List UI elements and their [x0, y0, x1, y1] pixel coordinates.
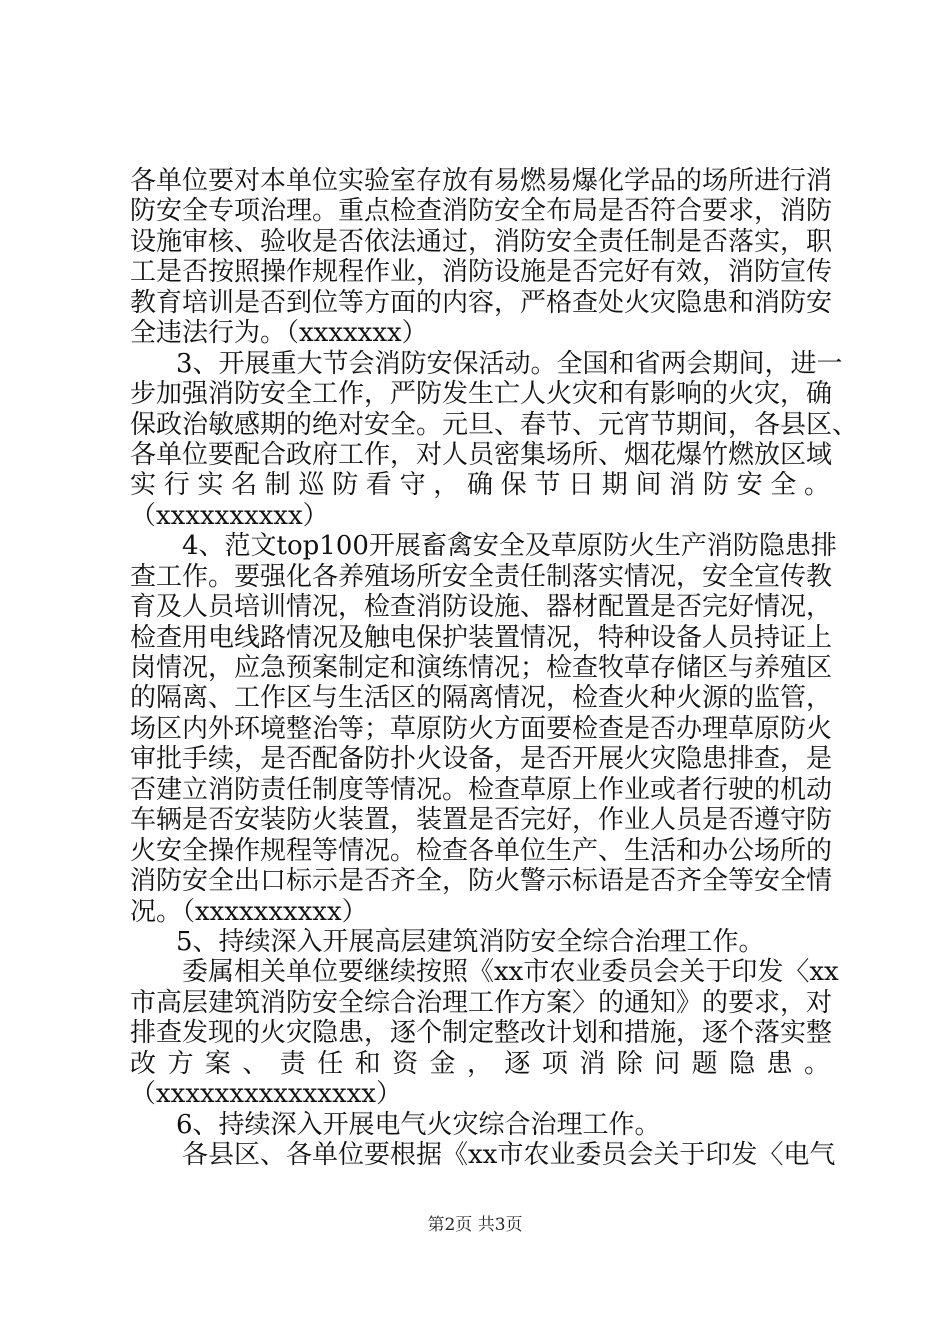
- item-5-heading-line: 5、持续深入开展高层建筑消防安全综合治理工作。: [176, 927, 765, 957]
- body-text-line: （xxxxxxxxxx）: [130, 501, 329, 531]
- body-text-line: 工是否按照操作规程作业，消防设施是否完好有效，消防宣传: [130, 257, 833, 287]
- body-text-line: 况。（xxxxxxxxxx）: [130, 897, 368, 927]
- body-text-line: 查工作。要强化各养殖场所安全责任制落实情况，安全宣传教: [130, 562, 833, 592]
- body-text-line: 各单位要对本单位实验室存放有易燃易爆化学品的场所进行消: [130, 166, 833, 196]
- body-text-line: 火安全操作规程等情况。检查各单位生产、生活和办公场所的: [130, 836, 833, 866]
- body-text-line: 市高层建筑消防安全综合治理工作方案〉的通知》的要求，对: [130, 988, 833, 1018]
- body-text-line: 审批手续，是否配备防扑火设备，是否开展火灾隐患排查，是: [130, 744, 833, 774]
- body-text-line: 检查用电线路情况及触电保护装置情况，特种设备人员持证上: [130, 623, 833, 653]
- body-text-line: （xxxxxxxxxxxxxxx）: [130, 1079, 402, 1109]
- body-text-line: 车辆是否安装防火装置，装置是否完好，作业人员是否遵守防: [130, 805, 833, 835]
- body-text-line: 的隔离、工作区与生活区的隔离情况，检查火种火源的监管，: [130, 683, 833, 713]
- body-text-line: 否建立消防责任制度等情况。检查草原上作业或者行驶的机动: [130, 775, 833, 805]
- item-3-heading-line: 3、开展重大节会消防安保活动。全国和省两会期间，进一: [176, 349, 843, 379]
- body-text-line: 岗情况，应急预案制定和演练情况；检查牧草存储区与养殖区: [130, 653, 833, 683]
- item-6-heading-line: 6、持续深入开展电气火灾综合治理工作。: [176, 1110, 661, 1140]
- body-text-line: 全违法行为。（xxxxxxx）: [130, 318, 428, 348]
- body-text-line: 教育培训是否到位等方面的内容，严格查处火灾隐患和消防安: [130, 288, 833, 318]
- body-text-line: 防安全专项治理。重点检查消防安全布局是否符合要求，消防: [130, 196, 833, 226]
- body-text-line: 各单位要配合政府工作，对人员密集场所、烟花爆竹燃放区域: [130, 440, 833, 470]
- body-text-line: 育及人员培训情况，检查消防设施、器材配置是否完好情况，: [130, 592, 833, 622]
- body-text-line: 委属相关单位要继续按照《xx市农业委员会关于印发〈xx: [182, 957, 839, 987]
- body-text-line: 各县区、各单位要根据《xx市农业委员会关于印发〈电气: [182, 1140, 836, 1170]
- body-text-line: 改方案、责任和资金，逐项消除问题隐患。: [130, 1049, 830, 1079]
- body-text-line: 消防安全出口标示是否齐全，防火警示标语是否齐全等安全情: [130, 866, 833, 896]
- body-text-line: 保政治敏感期的绝对安全。元旦、春节、元宵节期间，各县区、: [130, 410, 859, 440]
- body-text-line: 设施审核、验收是否依法通过，消防安全责任制是否落实，职: [130, 227, 833, 257]
- body-text-line: 步加强消防安全工作，严防发生亡人火灾和有影响的火灾，确: [130, 379, 833, 409]
- page-number-footer: 第2页 共3页: [427, 1215, 523, 1235]
- body-text-line: 场区内外环境整治等；草原防火方面要检查是否办理草原防火: [130, 714, 833, 744]
- item-4-heading-line: 4、范文top100开展畜禽安全及草原防火生产消防隐患排: [182, 531, 837, 561]
- body-text-line: 排查发现的火灾隐患，逐个制定整改计划和措施，逐个落实整: [130, 1018, 833, 1048]
- body-text-line: 实行实名制巡防看守，确保节日期间消防安全。: [130, 470, 830, 500]
